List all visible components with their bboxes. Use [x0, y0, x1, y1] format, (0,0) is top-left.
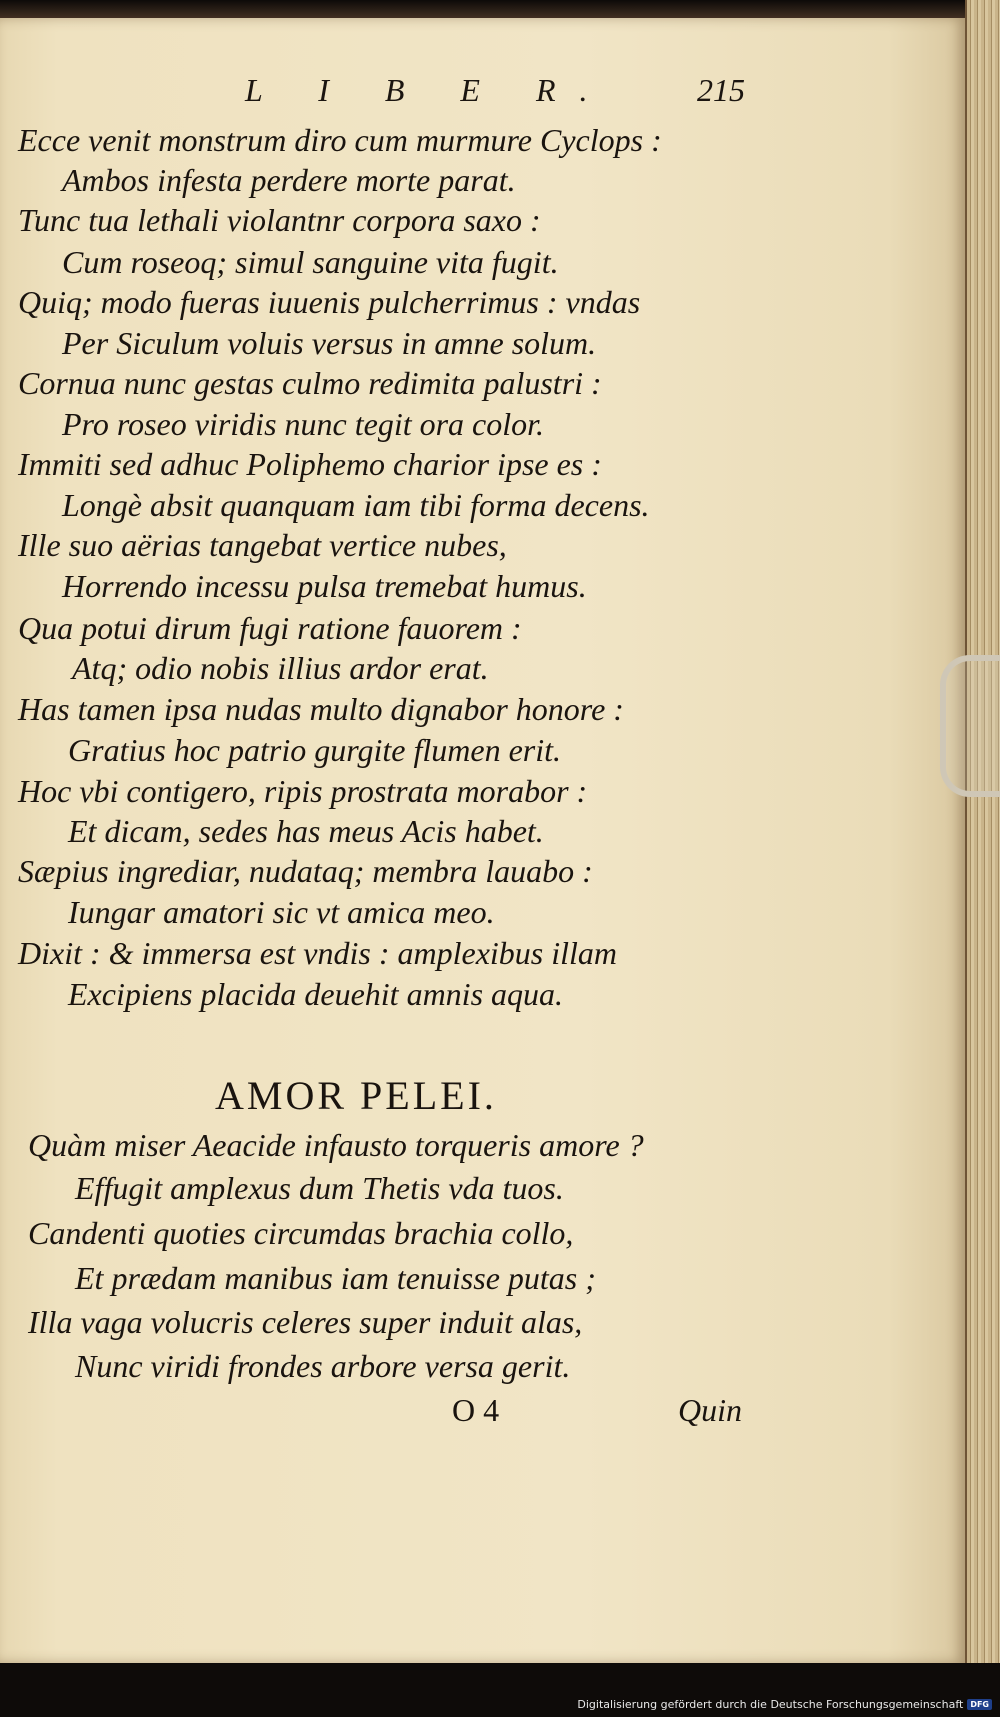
dfg-logo: DFG [967, 1699, 992, 1710]
scan-bottom-band [0, 1663, 1000, 1717]
poem-line: Nunc viridi frondes arbore versa gerit. [75, 1348, 571, 1384]
footer-credit-text: Digitalisierung gefördert durch die Deutsche Forschungsgemeinschaft [577, 1698, 964, 1711]
page-number: 215 [697, 72, 745, 108]
poem-line: Et dicam, sedes has meus Acis habet. [68, 813, 544, 849]
poem-line: Qua potui dirum fugi ratione fauorem : [18, 610, 522, 646]
poem-line: Excipiens placida deuehit amnis aqua. [68, 976, 564, 1012]
page-fore-edge [965, 0, 1000, 1690]
poem-line: Et prædam manibus iam tenuisse putas ; [75, 1260, 596, 1296]
poem-line: Per Siculum voluis versus in amne solum. [62, 325, 597, 361]
poem-line: Immiti sed adhuc Poliphemo charior ipse es : [18, 446, 602, 482]
footer-credit [577, 1698, 992, 1711]
poem-line: Cum roseoq; simul sanguine vita fugit. [62, 244, 559, 280]
poem-line: Hoc vbi contigero, ripis prostrata morabor : [18, 773, 588, 809]
poem-line: Tunc tua lethali violantnr corpora saxo : [18, 202, 541, 238]
poem-line: Sæpius ingrediar, nudataq; membra lauabo : [18, 853, 593, 889]
poem-line: Has tamen ipsa nudas multo dignabor honore : [18, 691, 624, 727]
running-head-title: L I B E R. [245, 72, 612, 108]
poem-line: Gratius hoc patrio gurgite flumen erit. [68, 732, 562, 768]
signature-mark: O 4 [452, 1392, 500, 1428]
poem-line: Pro roseo viridis nunc tegit ora color. [62, 406, 545, 442]
page-clip [940, 655, 1000, 797]
poem-line: Iungar amatori sic vt amica meo. [68, 894, 495, 930]
catchword: Quin [678, 1392, 742, 1428]
poem-line: Illa vaga volucris celeres super induit alas, [28, 1304, 583, 1340]
poem-line: Quàm miser Aeacide infausto torqueris amore ? [28, 1127, 644, 1163]
poem-line: Longè absit quanquam iam tibi forma decens. [62, 487, 650, 523]
poem-line: Candenti quoties circumdas brachia collo, [28, 1215, 574, 1251]
poem-line: Dixit : & immersa est vndis : amplexibus illam [18, 935, 618, 971]
poem-line: Atq; odio nobis illius ardor erat. [72, 650, 489, 686]
poem-line: Effugit amplexus dum Thetis vda tuos. [75, 1170, 564, 1206]
poem-line: Ecce venit monstrum diro cum murmure Cyclops : [18, 122, 662, 158]
section-heading: AMOR PELEI. [215, 1073, 497, 1118]
running-head [245, 72, 765, 112]
poem-line: Ille suo aërias tangebat vertice nubes, [18, 527, 507, 563]
poem-line: Ambos infesta perdere morte parat. [62, 162, 516, 198]
poem-line: Quiq; modo fueras iuuenis pulcherrimus : vndas [18, 284, 641, 320]
poem-line: Horrendo incessu pulsa tremebat humus. [62, 568, 587, 604]
poem-line: Cornua nunc gestas culmo redimita palustri : [18, 365, 602, 401]
